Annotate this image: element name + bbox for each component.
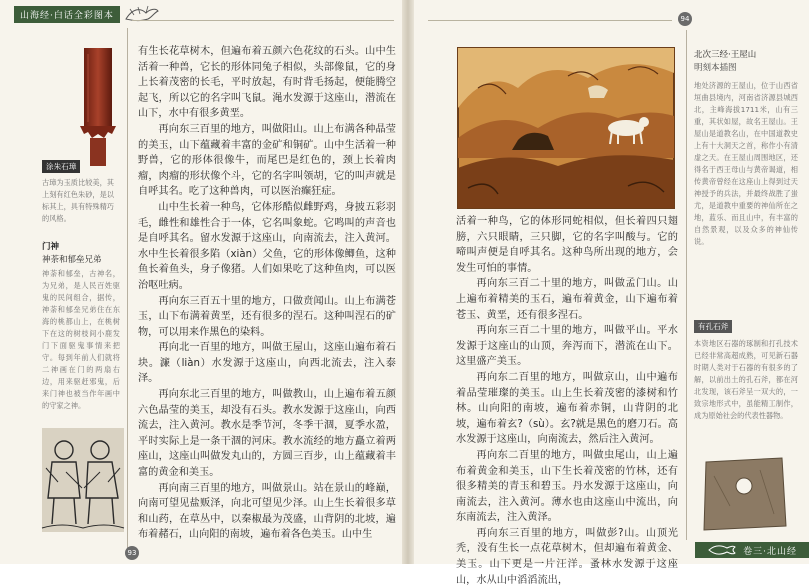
red-stone-blade-image (78, 48, 118, 168)
book-title-label: 山海经·白话全彩图本 (14, 6, 120, 23)
sidebar-item1-text: 古璋为玉质比较美，其上刻有红色朱砂，是以标其上，具有特殊精巧的风格。 (42, 178, 114, 223)
left-paragraph: 再向北一百里的地方，叫做王屋山，这座山遍布着石块。濂（liàn）水发源于这座山，向西北流去，注入泰泽。 (138, 342, 396, 385)
right-sidebar-item1-subtitle: 明刻本插图 (694, 63, 737, 73)
right-sidebar-item1-title: 北次三经·王屋山 (694, 50, 757, 60)
column-divider (127, 28, 128, 548)
right-sidebar-item1-text: 地处济源的王屋山，位于山西省垣曲县境内，河南省济源县城西北，主峰海拔1711米，山有三重，其状如屋，故名王屋山。王屋山是道教名山，在中国道教史上有十大洞天之首，称作小有清虚之天。在王屋山周围地区，还得名于西王母山与黄帝谒道，相传黄帝曾经在这座山上得到过天神授予的兵法，并最终战胜了蚩尤，是道教中重要的神仙所在之地，蓝乐、而且山中，有丰富的自然景观，以及众多的神仙传说。 (694, 81, 798, 246)
left-page-number: 93 (125, 546, 139, 560)
perforated-stone-axe-image (700, 456, 788, 532)
left-paragraph: 有生长花草树木，但遍布着五颜六色花纹的石头。山中生活着一种兽，它长的形体同兔子相似，头部像鼠，它的身上长着茂密的长毛，平时放起，有时背毛扬起，便能腾空起飞，所以它的名字叫飞鼠。渑水发源于这座山，潜流在山下，水中有很多黄垩。 (138, 46, 396, 120)
right-header-rule (428, 20, 672, 21)
right-paragraph: 再向东二百里的地方，叫做虫尾山，山上遍布着黄金和美玉，山下生长着茂密的竹林，还有很多精美的青玉和碧玉。丹水发源于这座山，向南流去，注入黄河。薄水也由这座山中流出，向东南流去，注入黄泽。 (456, 449, 678, 524)
right-page (414, 0, 809, 586)
right-paragraph: 再向东三百二十里的地方，叫做平山。平水发源于这座山的山顶，奔泻而下，潜流在山下。这里盛产美玉。 (456, 325, 678, 368)
sidebar-item2-heading: 门神 (42, 242, 60, 252)
right-column-divider (686, 30, 687, 540)
left-paragraph: 再向南三百里的地方，叫做景山。站在景山的峰巅，向南可望见盐贩泽，向北可望见少泽。山上生长着很多草和山药，在草丛中，以秦椒最为茂盛，山背阴的北坡，遍布着赭石，山向阳的南坡，遍布着各色美玉。山中生 (138, 482, 396, 541)
right-paragraph: 再向东二百里的地方，叫做京山，山中遍布着品莹璀璨的美玉。山上生长着茂密的漆树和竹林。山向阳的南坡，遍布着赤铜，山背阴的北坡，遍布着玄?（sù）。玄?就是黑色的磨刀石。高水发源于这座山，向南流去，然后注入黄河。 (456, 371, 678, 446)
left-body-text (138, 44, 396, 543)
sidebar-item1-title: 涂朱石璋 (42, 160, 80, 173)
right-paragraph: 再向东三百里的地方，叫做彭?山。山顶光秃，没有生长一点花草树木，但却遍布着黄金、美玉。山下更是一片汪洋。蚤林水发源于这座山，水从山中滔滔流出， (456, 527, 678, 586)
left-page (0, 0, 402, 564)
wangwu-mountain-illustration (458, 48, 674, 208)
left-paragraph: 山中生长着一种鸟，它体形酷似雌野鸡，身披五彩羽毛，雌性和雄性合于一体，它名叫象蛇。它鸣叫的声音也是自呼其名。留水发源于这座山，向南流去，注入黄河。水中生长着很多陷（xiàn）父鱼，它的形体像鲫鱼，这种鱼长着鱼头，身子像猪。人们如果吃了这种鱼肉，可以医治呕吐病。 (138, 201, 396, 291)
right-sidebar-item2-text: 本资地区石器的琢制和打孔技术已经非常高超成熟，可见新石器时期人类对于石器的有很多的了解，以前出土的孔石斧，都在河北发现，该石斧呈一双大的，一致宗地形式中，虽能精工制作，成为原始社会的代表性器物。 (694, 339, 798, 420)
right-sidebar-item2-title: 有孔石斧 (694, 320, 732, 333)
book-gutter (402, 0, 414, 564)
right-page-number: 94 (678, 12, 692, 26)
right-body-text (456, 214, 678, 588)
right-paragraph: 再向东三百二十里的地方，叫做孟门山。山上遍布着精美的玉石，遍布着黄金，山下遍布着苍玉、黄垩，还有很多涅石。 (456, 278, 678, 321)
chapter-footer (695, 542, 809, 558)
header-rule (132, 20, 394, 21)
right-paragraph: 活着一种鸟，它的体形同蛇相似，但长着四只翅膀，六只眼睛，三只脚，它的名字叫酸与。它的啼叫声便是自呼其名。这种鸟所出现的地方，会发生可怕的事情。 (456, 216, 678, 274)
flying-fish-icon (707, 543, 737, 557)
left-paragraph: 再向东北三百里的地方，叫做教山，山上遍布着五颜六色晶莹的美玉，却没有石头。教水发源于这座山，向西流去，注入黄河。教水是季节河，冬季干涸，夏季水盈，平时实际上是一条干涸的河床。教水流经的地方矗立着两座山，这座山叫做发丸山的，方圆三百步，山上蕴藏着丰富的黄金和美玉。 (138, 389, 396, 479)
left-paragraph: 再向东三百里的地方，叫做阳山。山上布满各种晶莹的美玉，山下蕴藏着丰富的金矿和铜矿。山中生活着一种野兽，它的形体很像牛，而尾巴是红色的，颈上长着肉瘤，肉瘤的形状像个斗，它的名字叫领胡，它的叫声就是自呼其名。吃了这种兽肉，可以医治癫狂症。 (138, 123, 396, 198)
sidebar-item2-text: 神荼和郁垒，古神名，为兄弟，是人民百姓驱鬼的民间组合，据传，神荼和郁垒兄弟住在东海的桃都山上，在桃树下在这的树枝间小鹿发门下面驱鬼事情来把守。每到年前人们就将二神画在门的两扇右边，用来驱赶邪鬼，后来门神也被当作年画中的守家之神。 (42, 269, 120, 410)
left-paragraph: 再向东三百五十里的地方，口做贲闻山。山上布满苍玉，山下布满着黄垩，还有很多的涅石。这种叫涅石的矿物，可以用来作黑色的染料。 (138, 295, 396, 338)
chapter-footer-label: 卷三·北山经 (743, 546, 797, 557)
sidebar-item2-title: 神荼和郁垒兄弟 (42, 255, 102, 265)
door-gods-woodcut-image (42, 428, 124, 532)
